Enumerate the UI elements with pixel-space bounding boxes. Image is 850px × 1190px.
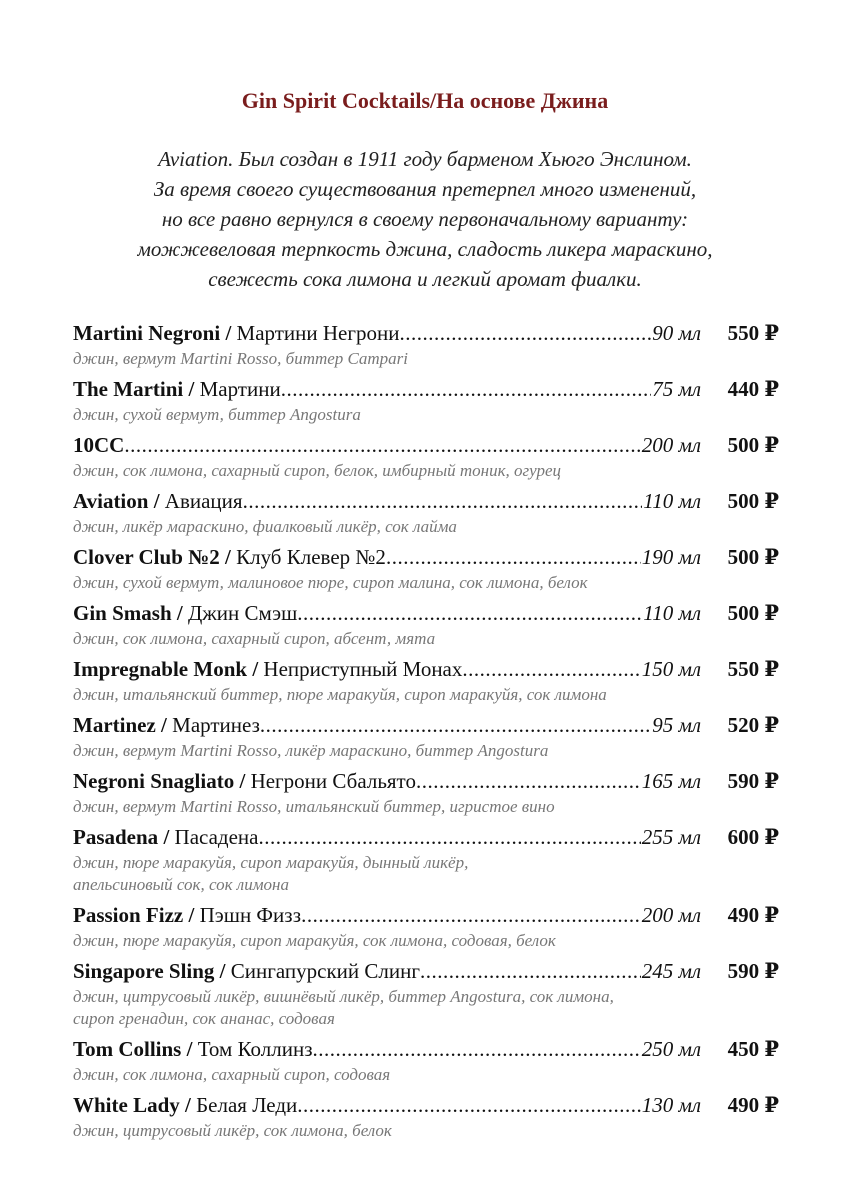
menu-item-line bbox=[73, 430, 783, 460]
name-separator: / bbox=[181, 1037, 198, 1061]
menu-item bbox=[73, 766, 783, 818]
item-name-ru: Пасадена bbox=[174, 825, 259, 849]
menu-item bbox=[73, 318, 783, 370]
item-name-en: Impregnable Monk bbox=[73, 657, 248, 681]
item-price: 520 ₽ bbox=[727, 713, 779, 737]
item-name bbox=[73, 900, 701, 930]
item-price: 490 ₽ bbox=[727, 903, 779, 927]
menu-item-line bbox=[73, 900, 783, 930]
item-ingredients: джин, вермут Martini Rosso, итальянский биттер, игристое вино bbox=[73, 797, 555, 816]
item-name-en: Pasadena bbox=[73, 825, 159, 849]
item-ingredients: джин, сок лимона, сахарный сироп, белок, имбирный тоник, огурец bbox=[73, 461, 562, 480]
menu-item bbox=[73, 598, 783, 650]
menu-item-line bbox=[73, 654, 783, 684]
item-volume: 200 мл bbox=[641, 900, 701, 930]
item-name-ru: Авиация bbox=[164, 489, 243, 513]
item-ingredients: джин, итальянский биттер, пюре маракуйя, сироп маракуйя, сок лимона bbox=[73, 685, 607, 704]
item-ingredients: сироп гренадин, сок ананас, содовая bbox=[73, 1009, 335, 1028]
item-name bbox=[73, 710, 701, 740]
name-separator: / bbox=[155, 713, 173, 737]
item-name-ru: Негрони Сбальято bbox=[250, 769, 416, 793]
item-name-ru: Белая Леди bbox=[196, 1093, 298, 1117]
intro-line: но все равно вернулся в своему первоначальному варианту: bbox=[161, 207, 689, 231]
item-volume: 245 мл bbox=[641, 956, 701, 986]
item-name-en: Gin Smash bbox=[73, 601, 172, 625]
item-volume: 75 мл bbox=[651, 374, 701, 404]
menu-item bbox=[73, 654, 783, 706]
item-price: 500 ₽ bbox=[727, 601, 779, 625]
item-name bbox=[73, 318, 701, 348]
item-name bbox=[73, 1090, 701, 1120]
item-price: 500 ₽ bbox=[727, 489, 779, 513]
item-name-ru: Джин Смэш bbox=[187, 601, 298, 625]
item-name-en: Singapore Sling bbox=[73, 959, 215, 983]
intro-line: можжевеловая терпкость джина, сладость ликера мараскино, bbox=[137, 237, 713, 261]
item-volume: 150 мл bbox=[641, 654, 701, 684]
item-name-en: 10CC bbox=[73, 433, 125, 457]
item-price: 450 ₽ bbox=[727, 1037, 779, 1061]
item-name bbox=[73, 542, 701, 572]
item-price: 590 ₽ bbox=[727, 769, 779, 793]
item-name-ru: Неприступный Монах bbox=[263, 657, 463, 681]
name-separator: / bbox=[214, 959, 231, 983]
item-name-en: White Lady bbox=[73, 1093, 180, 1117]
item-name bbox=[73, 956, 701, 986]
cocktail-list bbox=[73, 318, 783, 1146]
item-price: 500 ₽ bbox=[727, 545, 779, 569]
item-name-en: Martinez bbox=[73, 713, 156, 737]
item-name bbox=[73, 654, 701, 684]
item-volume: 165 мл bbox=[641, 766, 701, 796]
name-separator: / bbox=[171, 601, 188, 625]
menu-item-line bbox=[73, 766, 783, 796]
item-name bbox=[73, 766, 701, 796]
menu-item-line bbox=[73, 1034, 783, 1064]
intro-line: За время своего существования претерпел много изменений, bbox=[153, 177, 697, 201]
item-price: 590 ₽ bbox=[727, 959, 779, 983]
menu-item bbox=[73, 486, 783, 538]
menu-item bbox=[73, 956, 783, 1030]
menu-item bbox=[73, 430, 783, 482]
item-name-ru: Том Коллинз bbox=[197, 1037, 313, 1061]
name-separator: / bbox=[247, 657, 264, 681]
item-name bbox=[73, 1034, 701, 1064]
item-price: 550 ₽ bbox=[727, 321, 779, 345]
item-name-ru: Мартини Негрони bbox=[236, 321, 400, 345]
intro-line: свежесть сока лимона и легкий аромат фиалки. bbox=[208, 267, 642, 291]
intro-text bbox=[0, 144, 850, 294]
name-separator: / bbox=[220, 321, 237, 345]
item-name-ru: Сингапурский Слинг bbox=[230, 959, 420, 983]
item-volume: 130 мл bbox=[641, 1090, 701, 1120]
name-separator: / bbox=[148, 489, 165, 513]
item-volume: 190 мл bbox=[641, 542, 701, 572]
item-volume: 110 мл bbox=[642, 598, 701, 628]
menu-item bbox=[73, 900, 783, 952]
item-name-ru: Пэшн Физз bbox=[199, 903, 302, 927]
item-ingredients: джин, ликёр мараскино, фиалковый ликёр, сок лайма bbox=[73, 517, 457, 536]
item-price: 550 ₽ bbox=[727, 657, 779, 681]
item-volume: 95 мл bbox=[651, 710, 701, 740]
item-volume: 90 мл bbox=[651, 318, 701, 348]
item-price: 500 ₽ bbox=[727, 433, 779, 457]
item-name-en: Tom Collins bbox=[73, 1037, 182, 1061]
item-ingredients: джин, цитрусовый ликёр, вишнёвый ликёр, биттер Angostura, сок лимона, bbox=[73, 987, 614, 1006]
menu-item bbox=[73, 710, 783, 762]
menu-item-line bbox=[73, 1090, 783, 1120]
item-ingredients: апельсиновый сок, сок лимона bbox=[73, 875, 289, 894]
item-ingredients: джин, сухой вермут, биттер Angostura bbox=[73, 405, 361, 424]
menu-item bbox=[73, 542, 783, 594]
menu-item bbox=[73, 1034, 783, 1086]
item-ingredients: джин, пюре маракуйя, сироп маракуйя, сок лимона, содовая, белок bbox=[73, 931, 556, 950]
item-ingredients: джин, вермут Martini Rosso, ликёр мараскино, биттер Angostura bbox=[73, 741, 549, 760]
item-name-en: Martini Negroni bbox=[73, 321, 221, 345]
item-ingredients: джин, цитрусовый ликёр, сок лимона, белок bbox=[73, 1121, 392, 1140]
item-ingredients: джин, вермут Martini Rosso, биттер Campari bbox=[73, 349, 409, 368]
menu-item-line bbox=[73, 374, 783, 404]
item-ingredients: джин, пюре маракуйя, сироп маракуйя, дынный ликёр, bbox=[73, 853, 469, 872]
item-name-en: The Martini bbox=[73, 377, 184, 401]
item-volume: 110 мл bbox=[642, 486, 701, 516]
menu-item-line bbox=[73, 710, 783, 740]
item-name-ru: Мартини bbox=[199, 377, 281, 401]
name-separator: / bbox=[183, 903, 200, 927]
menu-item-line bbox=[73, 822, 783, 852]
menu-item bbox=[73, 822, 783, 896]
item-price: 490 ₽ bbox=[727, 1093, 779, 1117]
menu-item-line bbox=[73, 598, 783, 628]
item-volume: 255 мл bbox=[641, 822, 701, 852]
name-separator: / bbox=[183, 377, 200, 401]
name-separator: / bbox=[219, 545, 237, 569]
item-ingredients: джин, сухой вермут, малиновое пюре, сироп малина, сок лимона, белок bbox=[73, 573, 588, 592]
name-separator: / bbox=[158, 825, 175, 849]
item-name bbox=[73, 430, 701, 460]
item-ingredients: джин, сок лимона, сахарный сироп, содовая bbox=[73, 1065, 391, 1084]
item-name-ru: Мартинез bbox=[172, 713, 260, 737]
item-price: 440 ₽ bbox=[727, 377, 779, 401]
menu-item-line bbox=[73, 318, 783, 348]
item-name-en: Passion Fizz bbox=[73, 903, 184, 927]
item-name-en: Aviation bbox=[73, 489, 149, 513]
item-name bbox=[73, 822, 701, 852]
name-separator: / bbox=[234, 769, 251, 793]
menu-item-line bbox=[73, 956, 783, 986]
item-name-en: Clover Club №2 bbox=[73, 545, 220, 569]
name-separator: / bbox=[179, 1093, 197, 1117]
menu-item bbox=[73, 1090, 783, 1142]
item-name-en: Negroni Snagliato bbox=[73, 769, 235, 793]
item-name bbox=[73, 486, 701, 516]
item-name-ru: Клуб Клевер №2 bbox=[236, 545, 386, 569]
menu-item-line bbox=[73, 486, 783, 516]
item-ingredients: джин, сок лимона, сахарный сироп, абсент, мята bbox=[73, 629, 436, 648]
item-volume: 200 мл bbox=[641, 430, 701, 460]
menu-item-line bbox=[73, 542, 783, 572]
item-volume: 250 мл bbox=[641, 1034, 701, 1064]
page-title: Gin Spirit Cocktails/На основе Джина bbox=[241, 88, 609, 113]
item-name bbox=[73, 374, 701, 404]
item-price: 600 ₽ bbox=[727, 825, 779, 849]
intro-line: Aviation. Был создан в 1911 году барменом Хьюго Энслином. bbox=[158, 147, 692, 171]
item-name bbox=[73, 598, 701, 628]
menu-item bbox=[73, 374, 783, 426]
